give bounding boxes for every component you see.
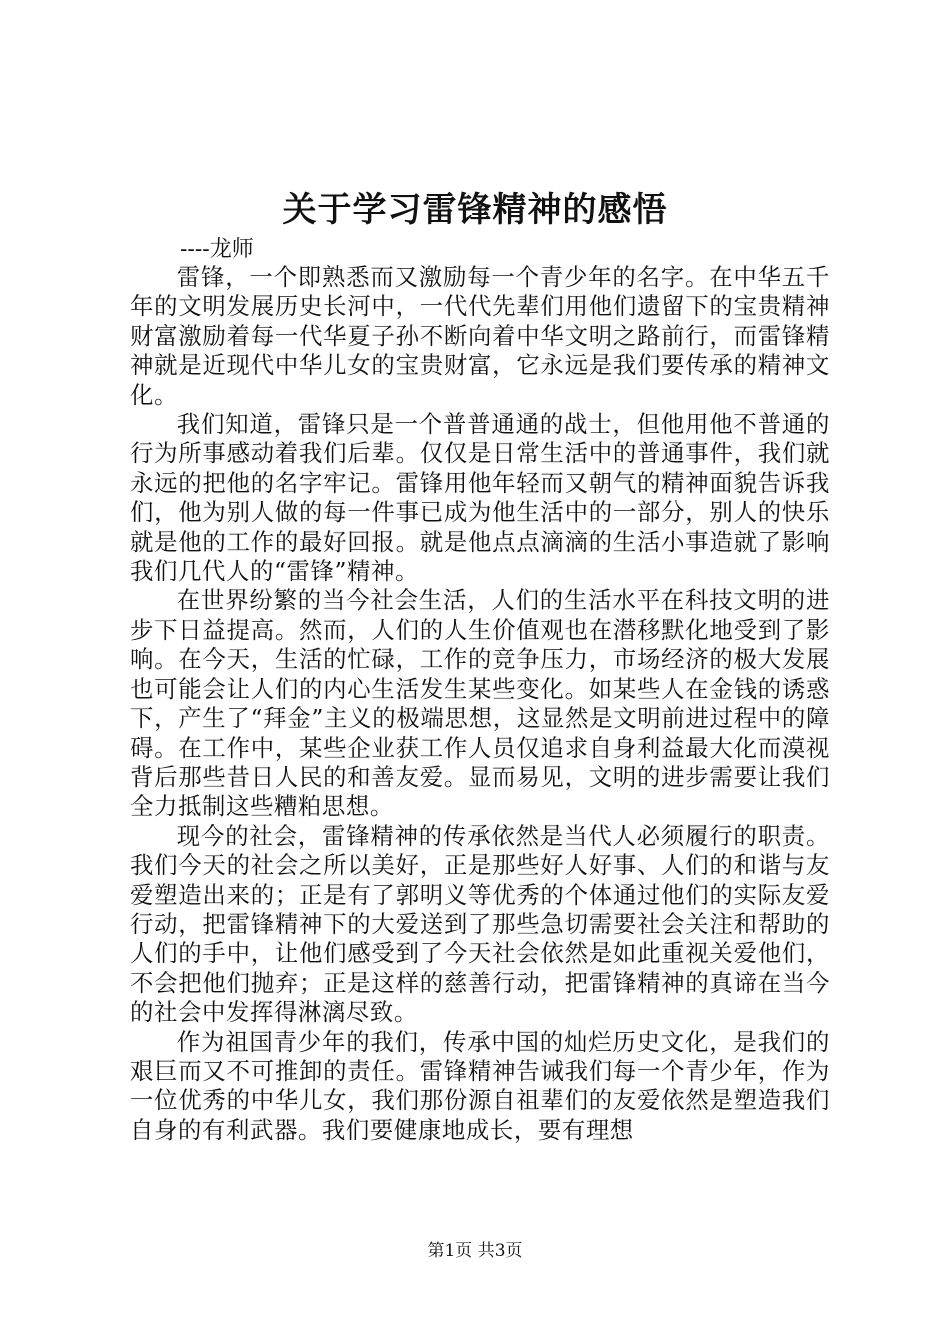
- document-title: 关于学习雷锋精神的感悟: [282, 190, 668, 230]
- page-number-footer: 第1页 共3页: [427, 1241, 523, 1261]
- paragraph: 我们知道，雷锋只是一个普普通通的战士，但他用他不普通的行为所事感动着我们后辈。仅仅是日常生活中的普通事件，我们就永远的把他的名字牢记。雷锋用他年轻而又朝气的精神面貌告诉我们，他为别人做的每一件事已成为他生活中的一部分，别人的快乐就是他的工作的最好回报。就是他点点滴滴的生活小事造就了影响我们几代人的“雷锋”精神。: [130, 410, 830, 586]
- paragraph: 作为祖国青少年的我们，传承中国的灿烂历史文化，是我们的艰巨而又不可推卸的责任。雷锋精神告诫我们每一个青少年，作为一位优秀的中华儿女，我们那份源自祖辈们的友爱依然是塑造我们自身的有利武器。我们要健康地成长，要有理想: [130, 1027, 830, 1144]
- document-body: [130, 263, 830, 1145]
- paragraph: 现今的社会，雷锋精神的传承依然是当代人必须履行的职责。我们今天的社会之所以美好，正是那些好人好事、人们的和谐与友爱塑造出来的；正是有了郭明义等优秀的个体通过他们的实际友爱行动，把雷锋精神下的大爱送到了那些急切需要社会关注和帮助的人们的手中，让他们感受到了今天社会依然是如此重视关爱他们，不会把他们抛弃；正是这样的慈善行动，把雷锋精神的真谛在当今的社会中发挥得淋漓尽致。: [130, 821, 830, 1027]
- paragraph: 雷锋，一个即熟悉而又激励每一个青少年的名字。在中华五千年的文明发展历史长河中，一代代先辈们用他们遗留下的宝贵精神财富激励着每一代华夏子孙不断向着中华文明之路前行，而雷锋精神就是近现代中华儿女的宝贵财富，它永远是我们要传承的精神文化。: [130, 263, 830, 409]
- author-line: ----龙师: [180, 237, 254, 262]
- paragraph: 在世界纷繁的当今社会生活，人们的生活水平在科技文明的进步下日益提高。然而，人们的人生价值观也在潜移默化地受到了影响。在今天，生活的忙碌，工作的竞争压力，市场经济的极大发展也可能会让人们的内心生活发生某些变化。如某些人在金钱的诱惑下，产生了“拜金”主义的极端思想，这显然是文明前进过程中的障碍。在工作中，某些企业获工作人员仅追求自身利益最大化而漠视背后那些昔日人民的和善友爱。显而易见，文明的进步需要让我们全力抵制这些糟粕思想。: [130, 586, 830, 821]
